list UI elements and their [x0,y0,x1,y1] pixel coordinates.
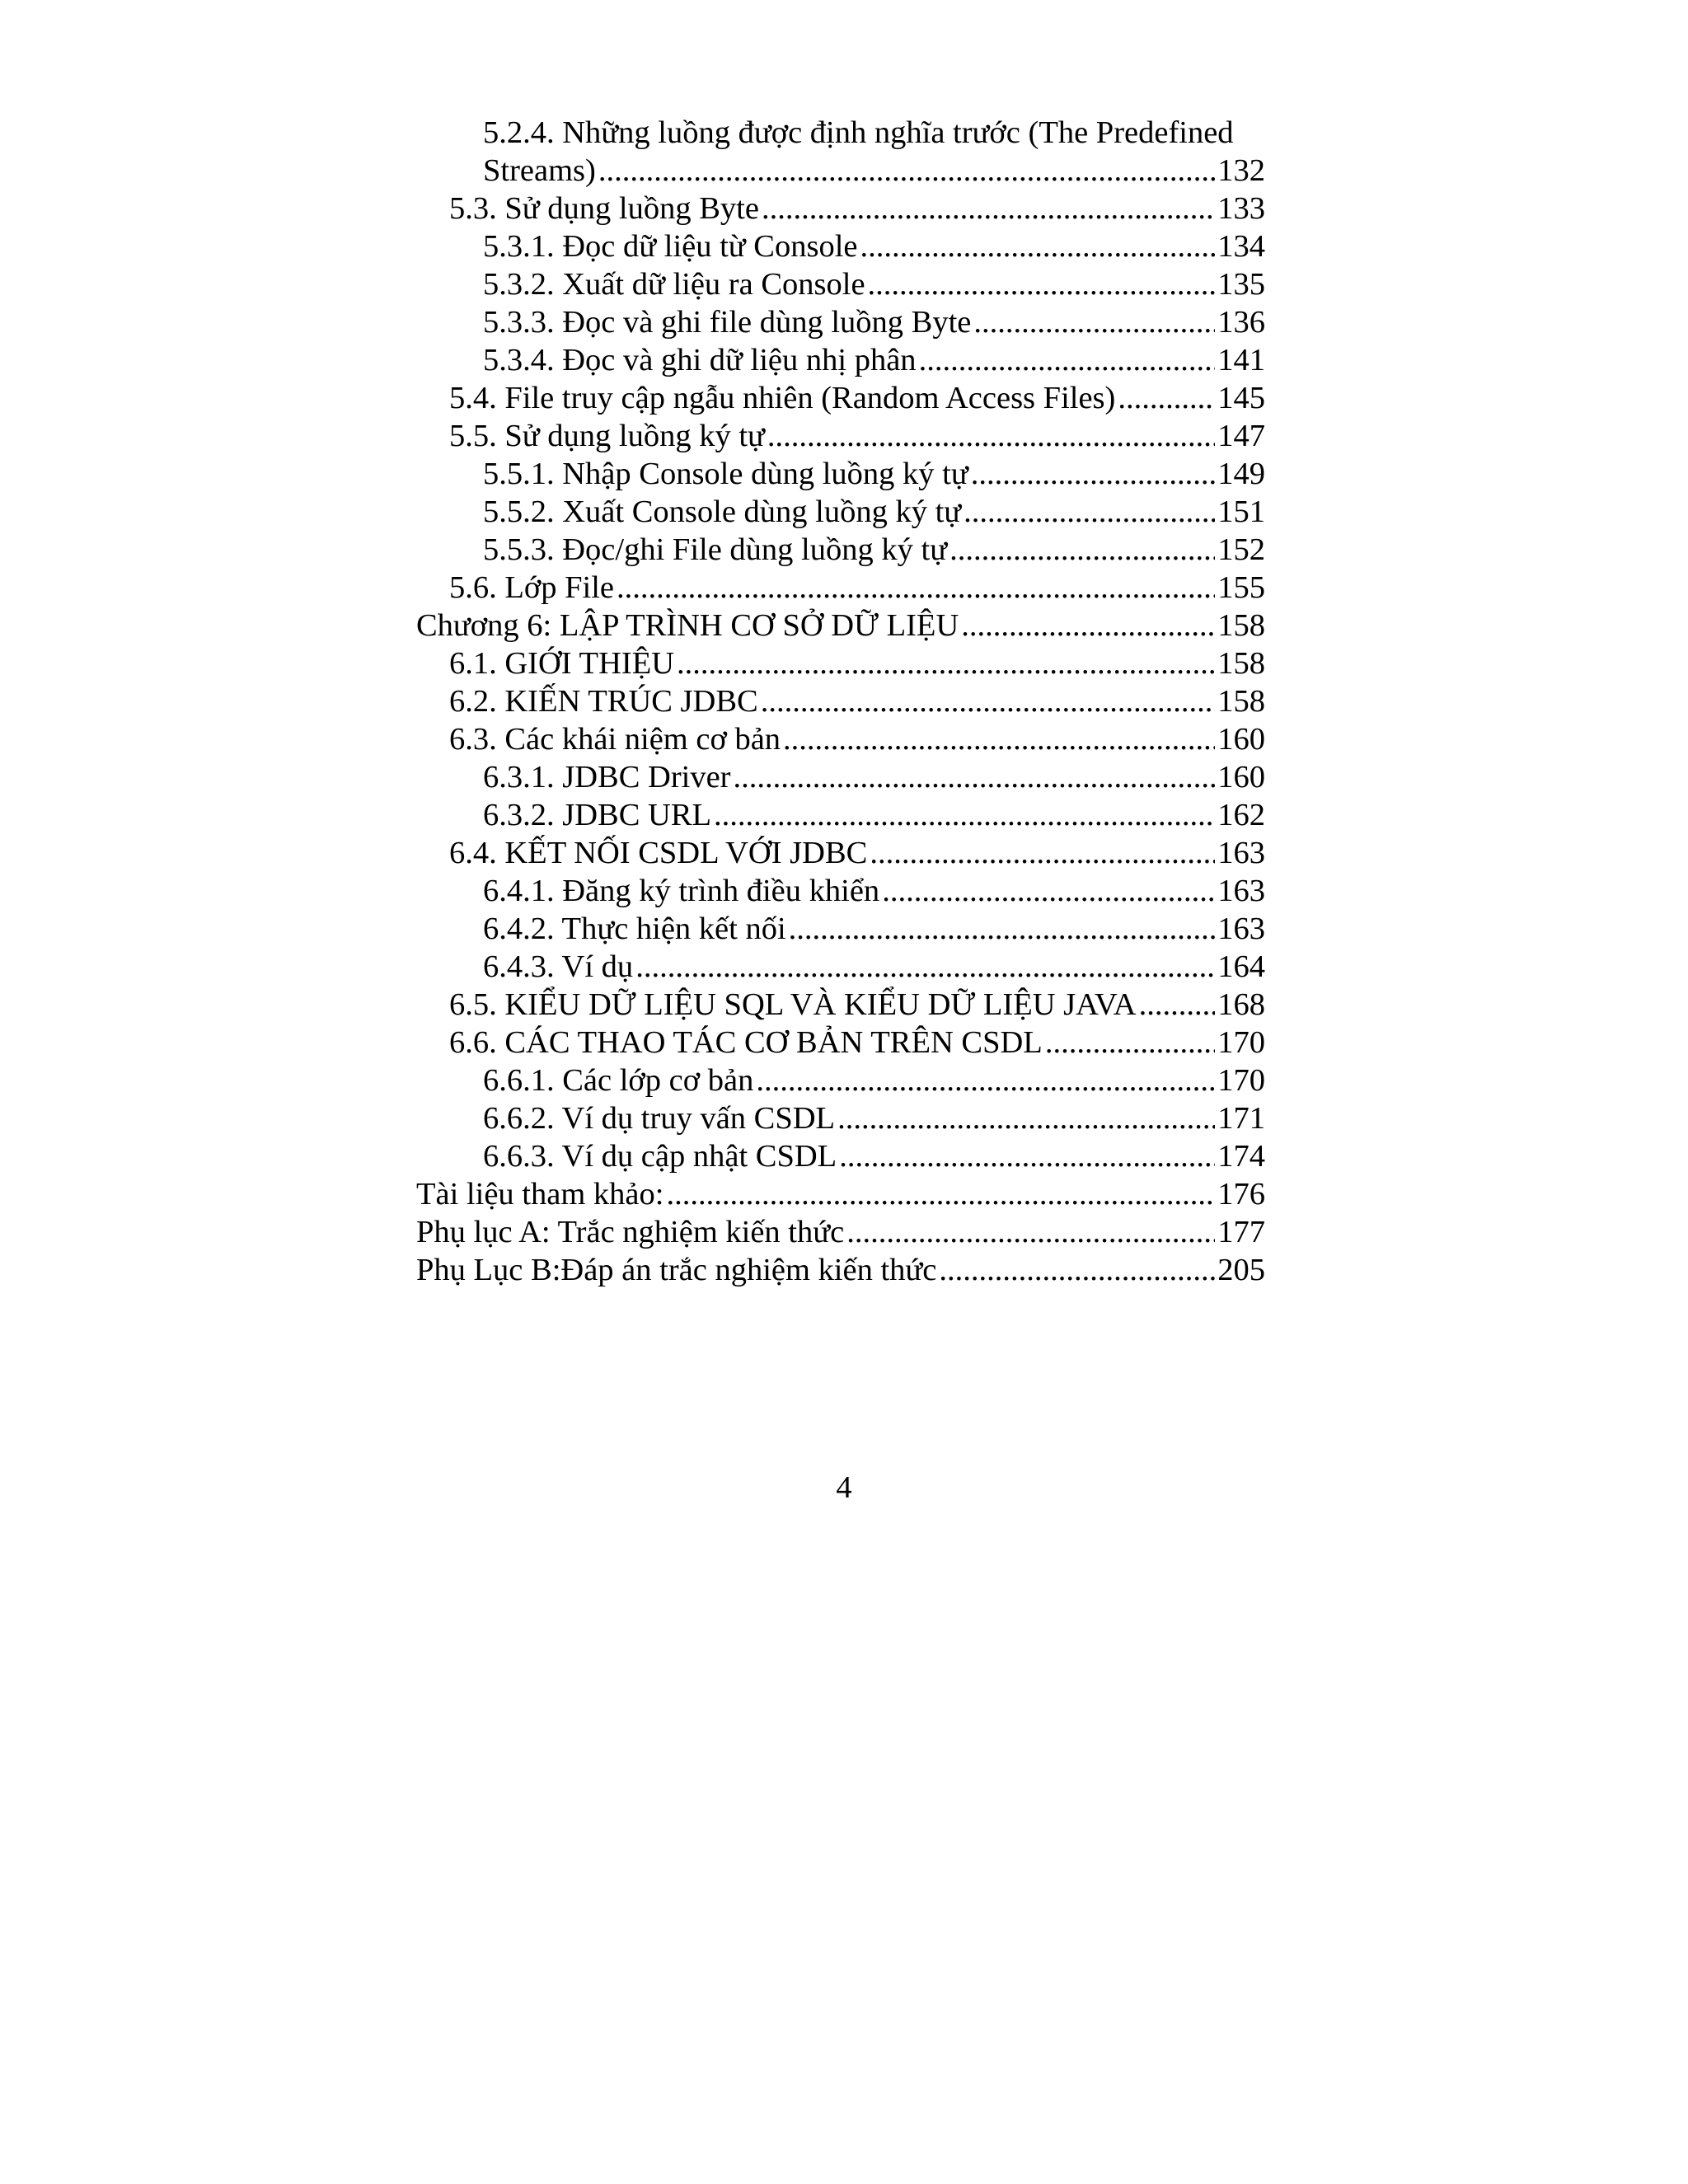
toc-entry-title: 6.3.2. JDBC URL [483,798,712,832]
toc-entry [416,569,1265,607]
toc-entry-title: Phụ lục A: Trắc nghiệm kiến thức [416,1215,845,1249]
toc-entry-title: 5.3.4. Đọc và ghi dữ liệu nhị phân [483,343,917,377]
toc-entry [416,341,1265,379]
toc-entry [416,1175,1265,1213]
toc-entry [416,493,1265,531]
toc-entry [416,834,1265,872]
toc-entry-5-2-4 [416,114,1265,152]
dot-leader [1045,1024,1215,1062]
dot-leader [734,758,1216,796]
toc-entry-page: 163 [1217,912,1265,946]
dot-leader [971,455,1216,493]
toc-entry-page: 160 [1217,760,1265,794]
toc-entry-page: 132 [1217,153,1265,188]
toc-entry-page: 147 [1217,419,1265,453]
toc-entry [416,1024,1265,1062]
toc-entry [416,682,1265,720]
toc-entry [416,644,1265,682]
toc-entry [416,910,1265,948]
toc-entry-page: 141 [1217,343,1265,377]
toc-entry-title: 6.4. KẾT NỐI CSDL VỚI JDBC [449,836,868,870]
toc-entry-title: 6.4.2. Thực hiện kết nối [483,912,786,946]
toc-entry-title: 6.1. GIỚI THIỆU [449,646,675,681]
dot-leader [1118,379,1215,417]
toc-entry-page: 145 [1217,381,1265,415]
dot-leader [868,265,1216,303]
dot-leader [1139,986,1216,1024]
toc-entry [416,303,1265,341]
toc-entry-page: 149 [1217,457,1265,491]
dot-leader [870,834,1215,872]
toc-entry-title: 5.6. Lớp File [449,570,615,605]
toc-entry-title: 5.3. Sử dụng luồng Byte [449,191,759,226]
toc-entry-title: Phụ Lục B:Đáp án trắc nghiệm kiến thức [416,1253,937,1287]
toc-entry-5-2-4-continued [416,152,1265,190]
toc-entry-title: Chương 6: LẬP TRÌNH CƠ SỞ DỮ LIỆU [416,608,959,643]
toc-entry-page: 164 [1217,949,1265,984]
toc-entry-page: 158 [1217,646,1265,681]
toc-entry-page: 168 [1217,987,1265,1022]
toc-entry [416,227,1265,265]
dot-leader [939,1251,1215,1289]
dot-leader [882,872,1215,910]
toc-entry [416,872,1265,910]
toc-entry [416,417,1265,455]
dot-leader [973,303,1215,341]
dot-leader [839,1137,1215,1175]
toc-entry-title: 6.6.3. Ví dụ cập nhật CSDL [483,1139,837,1174]
toc-entry-page: 174 [1217,1139,1265,1174]
toc-entry-page: 160 [1217,722,1265,757]
toc-entry-page: 152 [1217,532,1265,567]
toc-entry-title: 6.2. KIẾN TRÚC JDBC [449,684,758,719]
toc-entry-title: 6.5. KIỂU DỮ LIỆU SQL VÀ KIỂU DỮ LIỆU JAVA [449,987,1137,1022]
toc-entry-title: 6.6.2. Ví dụ truy vấn CSDL [483,1101,836,1136]
toc-entry [416,265,1265,303]
toc-entry-title: 6.3.1. JDBC Driver [483,760,731,794]
toc-entry-title: 5.3.1. Đọc dữ liệu từ Console [483,229,858,264]
toc-entry [416,455,1265,493]
dot-leader [919,341,1216,379]
toc-entry [416,720,1265,758]
dot-leader [846,1213,1215,1251]
toc-entry-page: 136 [1217,305,1265,340]
toc-entry [416,531,1265,569]
toc-entry [416,190,1265,227]
toc-entry-title: 5.2.4. Những luồng được định nghĩa trước (The Predefined [483,115,1234,150]
toc-entry-page: 158 [1217,608,1265,643]
toc-entry [416,607,1265,644]
toc-entry-title: 5.5. Sử dụng luồng ký tự [449,419,765,453]
dot-leader [961,607,1215,644]
dot-leader [964,493,1215,531]
toc-entry-title: 5.5.1. Nhập Console dùng luồng ký tự [483,457,968,491]
toc-entry-title: Streams) [483,153,596,188]
toc-entry [416,948,1265,986]
dot-leader [756,1062,1215,1099]
dot-leader [860,227,1216,265]
dot-leader [617,569,1215,607]
toc-entry-page: 158 [1217,684,1265,719]
toc-entry-title: 6.3. Các khái niệm cơ bản [449,722,781,757]
toc-entry-title: 5.4. File truy cập ngẫu nhiên (Random Access Files) [449,381,1116,415]
dot-leader [767,417,1215,455]
toc-entry-page: 176 [1217,1177,1265,1212]
dot-leader [666,1175,1215,1213]
page-number: 4 [836,1470,852,1505]
dot-leader [635,948,1215,986]
toc-entry-page: 163 [1217,836,1265,870]
dot-leader [677,644,1215,682]
toc-entry-title: Tài liệu tham khảo: [416,1177,664,1212]
toc-entry-title: 6.6. CÁC THAO TÁC CƠ BẢN TRÊN CSDL [449,1025,1043,1060]
toc-entry-title: 5.5.2. Xuất Console dùng luồng ký tự [483,494,962,529]
dot-leader [783,720,1215,758]
toc-entry-title: 5.3.3. Đọc và ghi file dùng luồng Byte [483,305,972,340]
toc-entry [416,1213,1265,1251]
toc-entry-page: 151 [1217,494,1265,529]
table-of-contents [416,114,1265,1289]
toc-entry-page: 134 [1217,229,1265,264]
toc-entry-page: 162 [1217,798,1265,832]
toc-entry [416,1099,1265,1137]
toc-entry-page: 133 [1217,191,1265,226]
toc-entry [416,1137,1265,1175]
dot-leader [950,531,1215,569]
toc-entry-page: 135 [1217,267,1265,302]
toc-entry-page: 171 [1217,1101,1265,1136]
dot-leader [837,1099,1215,1137]
dot-leader [789,910,1216,948]
dot-leader [762,190,1215,227]
toc-entry-page: 170 [1217,1025,1265,1060]
toc-entry-page: 177 [1217,1215,1265,1249]
toc-entry [416,758,1265,796]
toc-entry [416,986,1265,1024]
toc-entry-page: 163 [1217,874,1265,908]
toc-entry-title: 5.3.2. Xuất dữ liệu ra Console [483,267,865,302]
toc-entry-title: 6.4.3. Ví dụ [483,949,634,984]
toc-entry-page: 155 [1217,570,1265,605]
toc-entry [416,379,1265,417]
toc-entry-title: 6.4.1. Đăng ký trình điều khiển [483,874,880,908]
toc-entry-title: 5.5.3. Đọc/ghi File dùng luồng ký tự [483,532,948,567]
dot-leader [714,796,1215,834]
toc-entry [416,1062,1265,1099]
dot-leader [598,152,1215,190]
toc-entry-page: 205 [1217,1253,1265,1287]
toc-entry [416,1251,1265,1289]
toc-entry [416,796,1265,834]
dot-leader [761,682,1216,720]
toc-entry-page: 170 [1217,1063,1265,1098]
toc-entry-title: 6.6.1. Các lớp cơ bản [483,1063,754,1098]
